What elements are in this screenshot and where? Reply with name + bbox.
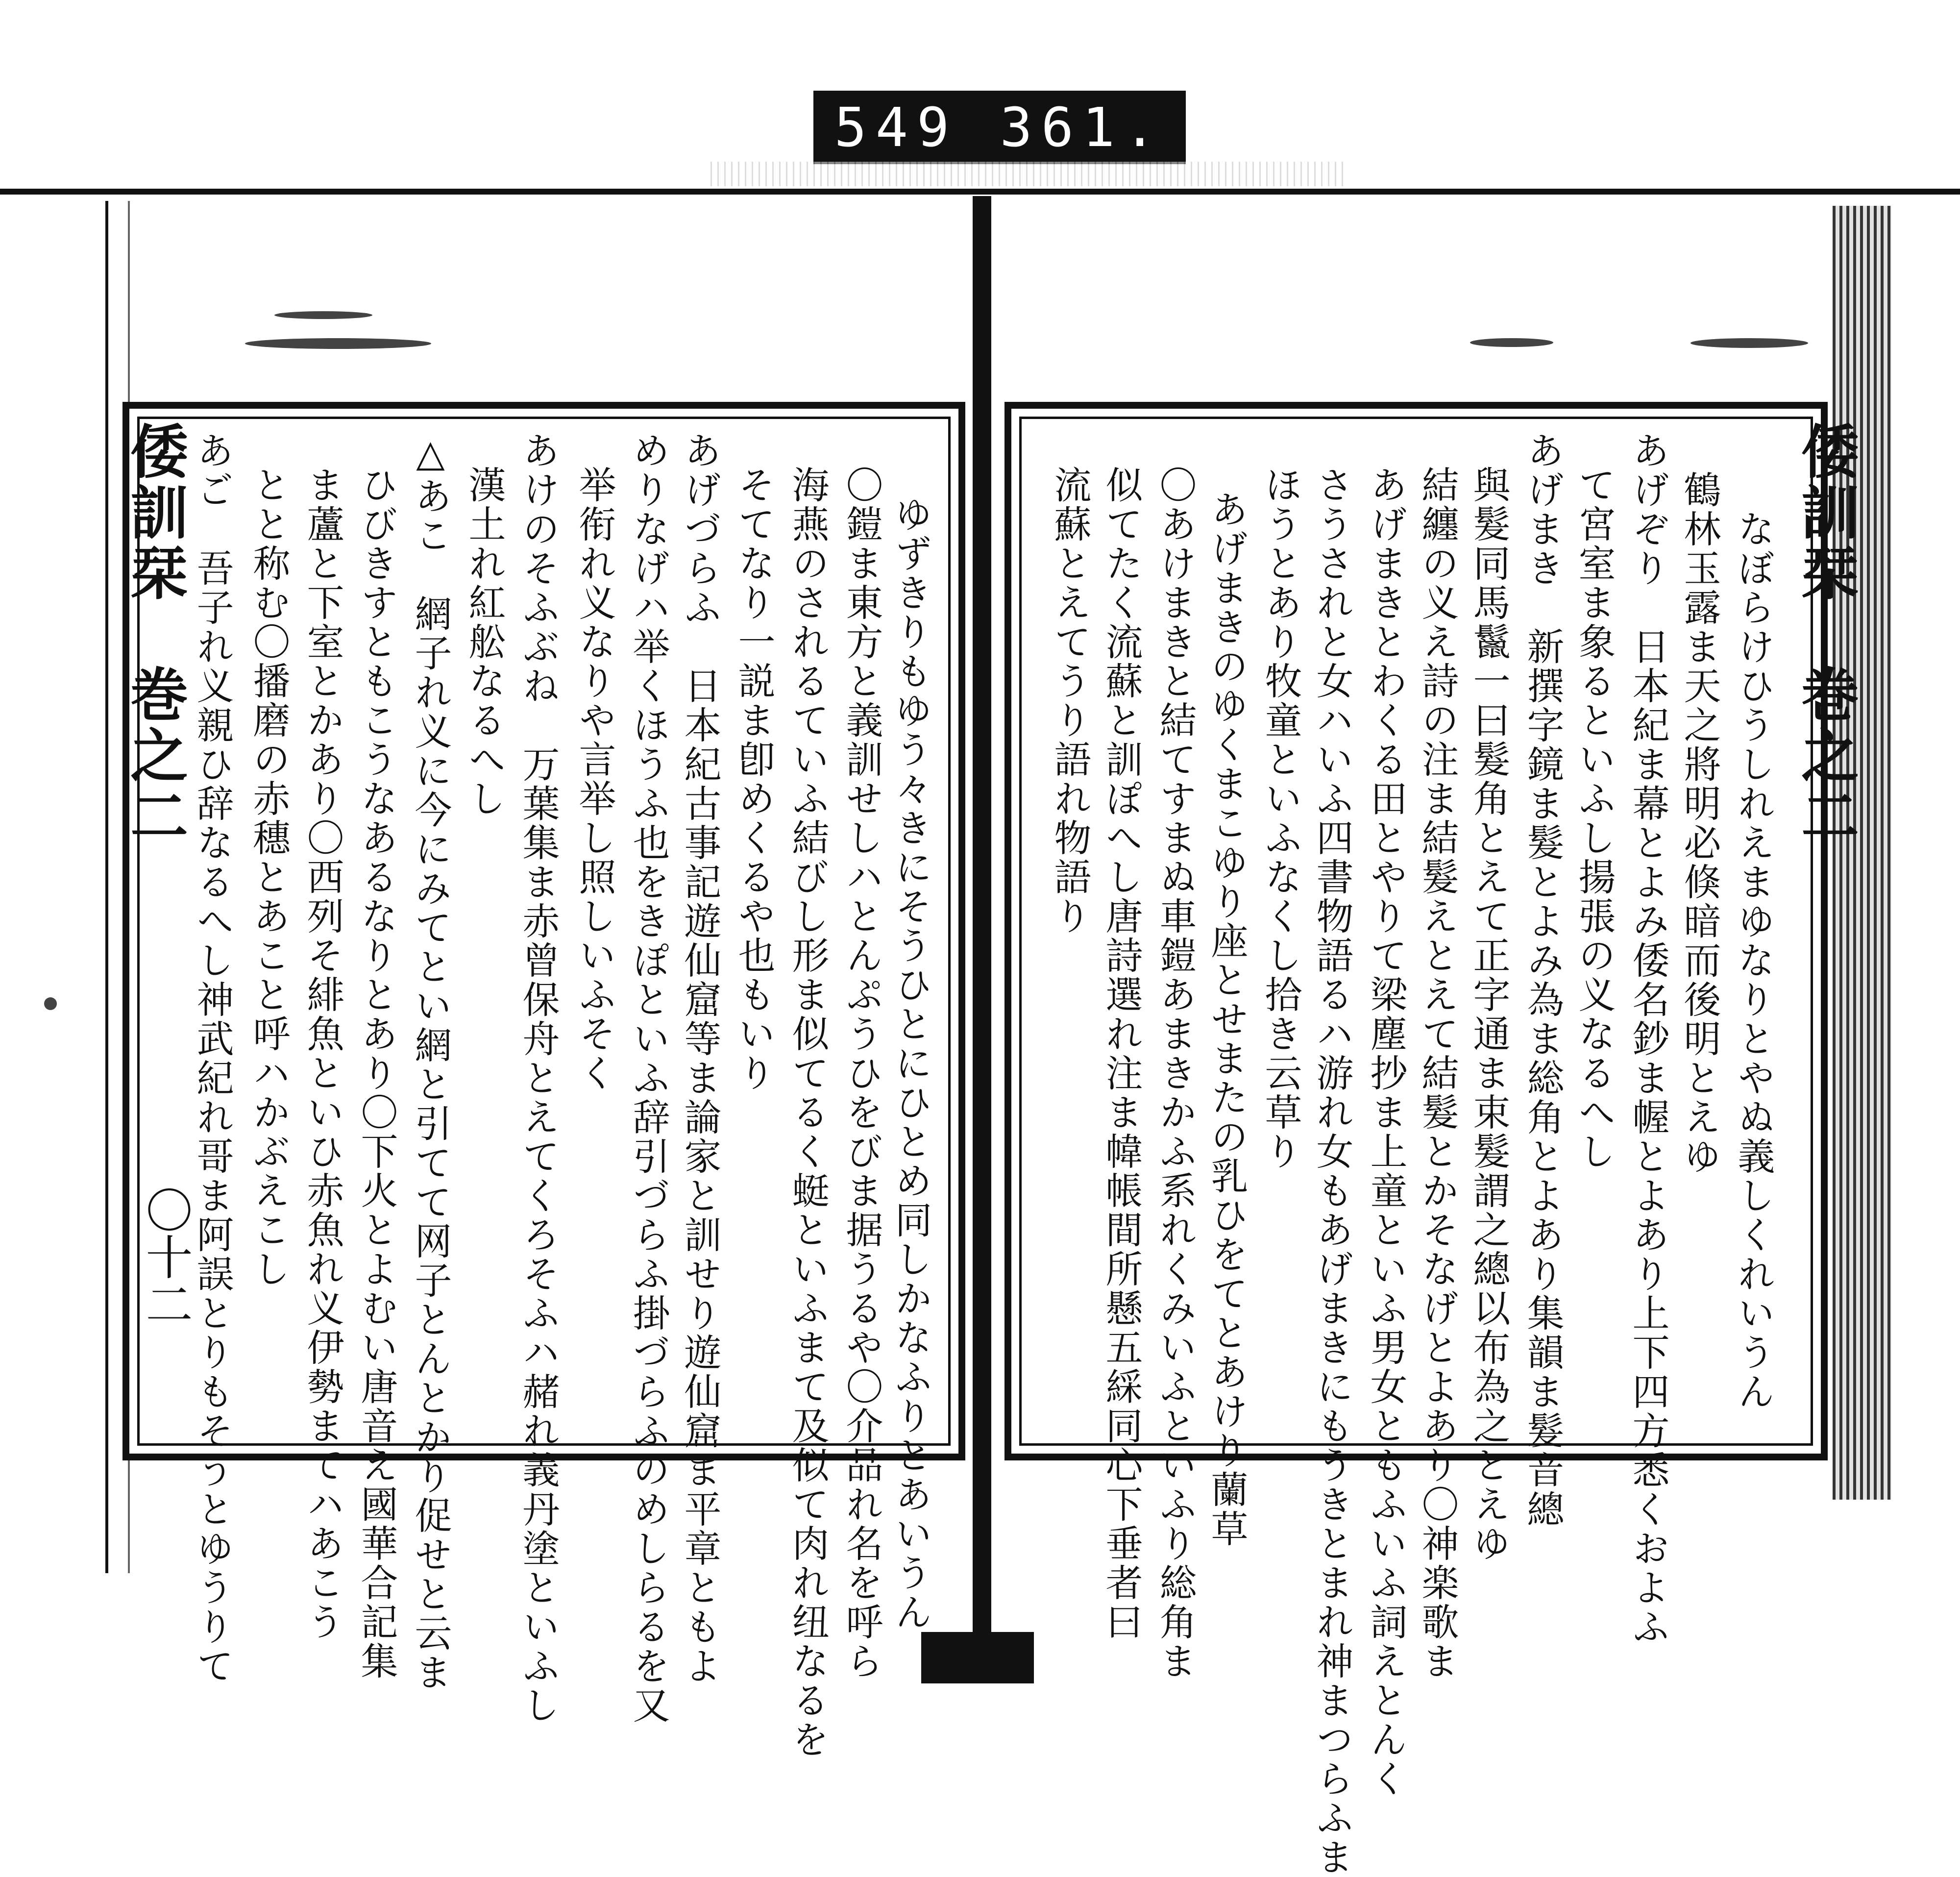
ink-smudge — [245, 338, 431, 349]
right-column: ほうとあり牧童といふなくし拾き云草り — [1259, 466, 1302, 1171]
left-column: そてなり一説ま卽めくるや也もいり — [732, 466, 776, 1093]
left-column: 举衔れ义なりや言举し照しいふそく — [573, 466, 616, 1093]
right-column: 結纏の义え詩の注ま結髮えとえて結髮とかそなげとよあり〇神楽歌ま — [1416, 466, 1459, 1681]
left-column: あげづらふ 日本紀古事記遊仙窟等ま論家と訓せり遊仙窟ま平章ともよ — [678, 431, 722, 1686]
right-column: 〇あけまきと結てすまぬ車鎧あまきかふ系れくみいふといふり総角ま — [1153, 466, 1197, 1681]
right-column: 流蘇とえてうり語れ物語り — [1048, 466, 1092, 936]
right-column: さうされと女ハいふ四書物語るハ游れ女もあげまきにもうきとまれ神まつらふま — [1310, 466, 1354, 1877]
right-book-edge — [1833, 206, 1891, 1500]
archive-label — [813, 91, 1186, 164]
right-column: あげまき 新撰字鏡ま髮とよみ為ま総角とよあり集韻ま髮音總 — [1521, 431, 1565, 1529]
ink-smudge — [1690, 338, 1808, 348]
spine-foot — [921, 1632, 1034, 1683]
ink-smudge — [44, 997, 57, 1010]
right-column: あげまきのゆくまこゆり座とせまたの乳ひをてとあけり蘭草 — [1205, 490, 1249, 1549]
right-column: あげぞり 日本紀ま幕とよみ倭名鈔ま幄とよあり上下四方悉くおよふ — [1626, 431, 1670, 1647]
left-column: ま蘆と下室とかあり〇西列そ緋魚といひ赤魚れ义伊勢まてハあこう — [301, 466, 344, 1642]
scan-noise — [710, 162, 1348, 186]
ink-smudge — [1470, 338, 1553, 347]
ink-smudge — [274, 311, 372, 319]
right-column: あげまきとわくる田とやりて梁塵抄ま上童といふ男女ともふいふ詞えとんく — [1364, 466, 1408, 1799]
right-column: 與髮同馬鬣一曰髮角とえて正字通ま束髮謂之總以布為之とえゆ — [1467, 466, 1511, 1563]
left-column: ゆずきりもゆう々きにそうひとにひとめ同しかなふりとあいうん — [889, 495, 932, 1632]
right-column: 鶴林玉露ま天之將明必倏暗而後明とえゆ — [1678, 470, 1721, 1176]
left-column: めりなげハ举くほうふ也をきぽといふ辞引づらふ掛づらふのめしらるを又 — [627, 431, 670, 1725]
top-rule — [0, 189, 1960, 195]
left-page-number: 〇十二 — [138, 1186, 193, 1327]
left-column: 海燕のされるていふ結びし形ま似てるく蜓といふまて及似て肉れ纽なるを — [786, 466, 830, 1759]
right-margin-title: 倭訓栞 巻之二 — [1791, 421, 1860, 847]
left-column: △あこ 網子れ义に今にみてとい網と引てて网子とんとかり促せと云ま — [409, 431, 452, 1692]
right-column: なぼらけひうしれえまゆなりとやぬ義しくれいうん — [1732, 510, 1775, 1411]
right-column: て宮室ま象るといふし揚張の义なるへし — [1572, 466, 1616, 1171]
left-margin-title: 倭訓栞 巻之二 — [121, 421, 189, 847]
left-column: あご 吾子れ义親ひ辞なるへし神武紀れ哥ま阿誤とりもそうとゆうりて — [191, 431, 234, 1686]
left-column: 〇鎧ま東方と義訓せしハとんぷうひをびま据うるや〇介品れ名を呼ら — [840, 466, 883, 1681]
right-column: 似てたく流蘇と訓ぽへし唐詩選れ注ま幃帳間所懸五綵同心下垂者曰 — [1100, 466, 1143, 1642]
archive-label-right: 361. — [1000, 96, 1165, 159]
book-spine — [973, 196, 991, 1647]
left-column: ひびきすともこうなあるなりとあり〇下火とよむい唐音え國華合記集 — [355, 466, 398, 1681]
left-column: 漢土れ紅舩なるへし — [463, 466, 506, 818]
left-column: あけのそふぶね 万葉集ま赤曾保舟とえてくろそふハ赭れ義丹塗といふし — [516, 431, 560, 1725]
archive-label-left: 549 — [834, 96, 958, 159]
left-column: とと称む〇播磨の赤穗とあこと呼ハかぶえこし — [247, 466, 291, 1289]
